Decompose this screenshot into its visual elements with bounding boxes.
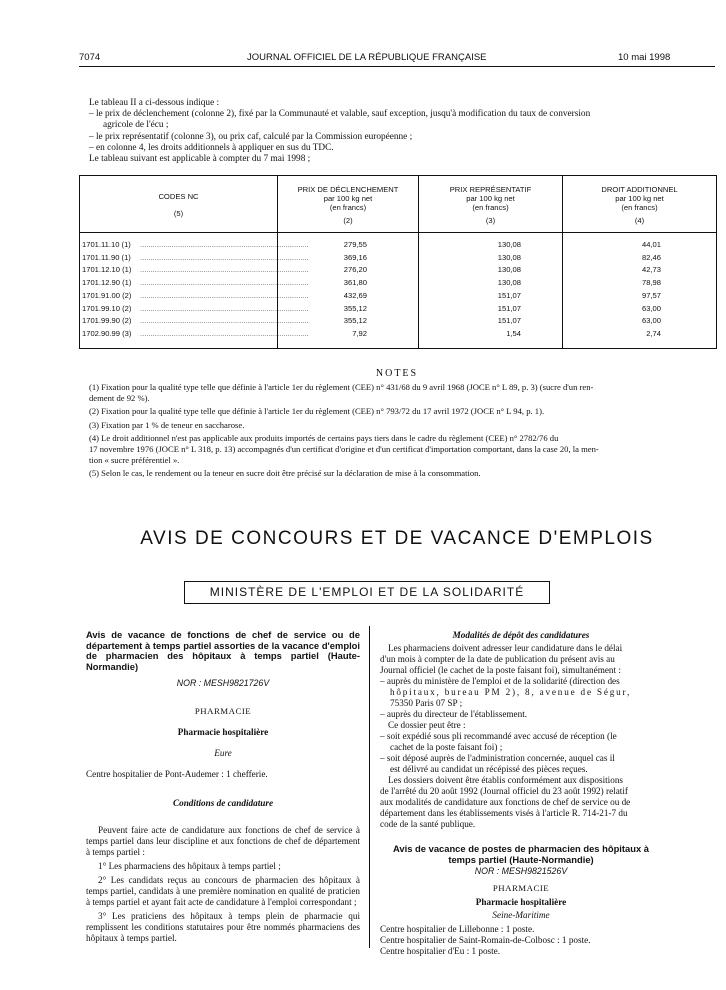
leader-dots: ................................................................................ xyxy=(140,240,309,249)
paragraph: Peuvent faire acte de candidature aux fonctions de chef de service à temps partiel dans leur discipline et aux fonctions de chef de département à temps partiel : xyxy=(86,825,360,858)
note-line: 17 novembre 1976 (JOCE n° L 318, p. 13) accompagnés d'un certificat d'origine et d'un certificat d'importation comportant, dans la case 20, la men- xyxy=(89,443,599,454)
modalites-line: hôpitaux, bureau PM 2), 8, avenue de Ségur, xyxy=(390,687,632,697)
cell-add-duty: 97,57 xyxy=(641,290,661,300)
conditions-title: Conditions de candidature xyxy=(172,798,274,809)
note-line: (5) Selon le cas, le rendement ou la teneur en sucre doit être précisé sur la déclaration de mise à la consommation. xyxy=(89,468,481,479)
cell-rep-price: 151,07 xyxy=(497,290,521,300)
modalites-line: Les pharmaciens doivent adresser leur candidature dans le délai xyxy=(388,643,623,653)
price-table xyxy=(79,175,717,349)
leader-dots: ................................................................................ xyxy=(140,278,309,288)
cell-code: 1701.11.90 (1) xyxy=(82,252,131,262)
column-divider xyxy=(369,626,370,948)
pharmacie-heading-2: PHARMACIE xyxy=(492,883,550,894)
table-row xyxy=(80,329,716,339)
leader-dots: ................................................................................ xyxy=(140,316,309,326)
modalites-line: code de la santé publique. xyxy=(380,819,476,829)
cell-rep-price: 151,07 xyxy=(497,316,521,326)
pharmacie-hosp-heading: Pharmacie hospitalière xyxy=(177,727,269,738)
cell-rep-price: 1,54 xyxy=(506,328,521,338)
intro-line: agricole de l'écu ; xyxy=(103,120,169,131)
note-line: (3) Fixation par 1 % de teneur en saccharose. xyxy=(89,419,245,430)
modalites-line: – soit expédié sous pli recommandé avec accusé de réception (le xyxy=(380,731,617,741)
leader-dots: ................................................................................ xyxy=(140,328,309,338)
table-row xyxy=(80,240,716,250)
notes-list xyxy=(89,382,715,479)
modalites-line: Ce dossier peut être : xyxy=(388,720,466,730)
pharmacie-heading: PHARMACIE xyxy=(194,706,252,717)
modalites-line: département dans les établissements visés à l'article R. 714-21-7 du xyxy=(380,808,628,818)
cell-trigger-price: 369,16 xyxy=(343,252,367,262)
note-line: (4) Le droit additionnel n'est pas applicable aux produits importés de certains pays tiers dans le cadre du règlement (CEE) n° 2782/76 du xyxy=(89,433,559,444)
leader-dots: ................................................................................ xyxy=(140,265,309,275)
table-row xyxy=(80,291,716,301)
paragraph: 1° Les pharmaciens des hôpitaux à temps partiel ; xyxy=(98,861,281,872)
modalites-line: d'un mois à compter de la date de publication du présent avis au xyxy=(380,654,615,664)
col-header-rep-price: PRIX REPRÉSENTATIF par 100 kg net (en francs) (3) xyxy=(449,185,532,225)
modalites-line: Journal officiel (le cachet de la poste faisant foi), simultanément : xyxy=(380,665,621,675)
notes-title: NOTES xyxy=(375,368,419,379)
header-rule xyxy=(79,66,715,67)
leader-dots: ................................................................................ xyxy=(140,290,309,300)
vacancy-title-2: Avis de vacance de postes de pharmacien des hôpitaux à temps partiel (Haute-Normandie) xyxy=(393,843,649,865)
cell-trigger-price: 355,12 xyxy=(343,303,367,313)
intro-line: Le tableau II a ci-dessous indique : xyxy=(89,98,220,108)
nor-reference: NOR : MESH9821726V xyxy=(176,678,270,689)
cell-code: 1701.11.10 (1) xyxy=(82,240,131,249)
cell-trigger-price: 355,12 xyxy=(343,316,367,326)
table-row xyxy=(80,265,716,275)
modalites-line: est délivré au candidat un récépissé des pièces reçues. xyxy=(390,764,588,774)
intro-line: – le prix représentatif (colonne 3), ou prix caf, calculé par la Commission européenne ; xyxy=(89,131,413,142)
cell-add-duty: 78,98 xyxy=(641,278,661,288)
table-row xyxy=(80,316,716,326)
cell-trigger-price: 432,69 xyxy=(343,290,367,300)
modalites-line: de l'arrêté du 20 août 1992 (Journal officiel du 23 août 1992) relatif xyxy=(380,786,628,796)
modalites-line: – auprès du directeur de l'établissement. xyxy=(380,709,528,719)
cell-rep-price: 130,08 xyxy=(497,278,521,288)
journal-title: JOURNAL OFFICIEL DE LA RÉPUBLIQUE FRANÇAISE xyxy=(247,52,487,63)
cell-add-duty: 63,00 xyxy=(641,303,661,313)
cell-add-duty: 82,46 xyxy=(641,252,661,262)
col-header-trigger-price: PRIX DE DÉCLENCHEMENT par 100 kg net (en francs) (2) xyxy=(297,185,399,225)
department-label-2: Seine-Maritime xyxy=(492,910,550,921)
modalites-line: – soit déposé auprès de l'administration concernée, auquel cas il xyxy=(380,753,615,763)
issue-date: 10 mai 1998 xyxy=(618,52,671,63)
pharmacie-hosp-heading-2: Pharmacie hospitalière xyxy=(475,897,567,908)
note-line: dement de 92 %). xyxy=(89,392,150,403)
col-header-add-duty: DROIT ADDITIONNEL par 100 kg net (en francs) (4) xyxy=(601,185,678,225)
cell-code: 1702.90.99 (3) xyxy=(82,328,132,338)
cell-code: 1701.99.10 (2) xyxy=(82,303,132,313)
modalites-line: Les dossiers doivent être établis conformément aux dispositions xyxy=(388,775,623,785)
cell-rep-price: 151,07 xyxy=(497,303,521,313)
table-row xyxy=(80,278,716,288)
modalites-title: Modalités de dépôt des candidatures xyxy=(452,630,590,640)
department-label: Eure xyxy=(214,748,232,759)
cell-add-duty: 2,74 xyxy=(646,328,661,338)
intro-line: – en colonne 4, les droits additionnels à appliquer en sus du TDC. xyxy=(89,142,334,153)
poste-line: Centre hospitalier de Lillebonne : 1 poste. xyxy=(380,924,535,935)
col-header-codes: CODES NC (5) xyxy=(158,192,199,218)
cell-add-duty: 42,73 xyxy=(641,265,661,275)
cell-code: 1701.12.10 (1) xyxy=(82,265,132,275)
cell-trigger-price: 276,20 xyxy=(343,265,367,275)
intro-text xyxy=(89,98,715,165)
vacancy-title: Avis de vacance de fonctions de chef de service ou de département à temps partiel assorties de la vacance d'emploi de pharmacien des hôpitaux à temps partiel (Haute-Normandie) xyxy=(86,629,360,672)
cell-trigger-price: 361,80 xyxy=(343,278,367,288)
intro-line: – le prix de déclenchement (colonne 2), fixé par la Communauté et valable, sauf exception, jusqu'à modification du taux de conversion xyxy=(89,109,591,120)
cell-add-duty: 63,00 xyxy=(641,316,661,326)
left-column xyxy=(86,630,360,944)
table-row xyxy=(80,304,716,314)
poste-line: Centre hospitalier de Saint-Romain-de-Colbosc : 1 poste. xyxy=(380,935,591,946)
right-column xyxy=(380,630,662,957)
modalites-line: 75350 Paris 07 SP ; xyxy=(390,698,463,708)
note-line: (2) Fixation pour la qualité type telle que définie à l'article 1er du règlement (CEE) n° 793/72 du 17 avril 1972 (JOCE n° L 94, p. 1). xyxy=(89,406,545,417)
table-row xyxy=(80,253,716,263)
cell-rep-price: 130,08 xyxy=(497,240,521,249)
cell-trigger-price: 7,92 xyxy=(352,328,367,338)
note-line: tion « sucre préférentiel ». xyxy=(89,454,180,465)
nor-reference-2: NOR : MESH9821526V xyxy=(474,866,568,877)
leader-dots: ................................................................................ xyxy=(140,303,309,313)
modalites-line: aux modalités de candidature aux fonctions de chef de service ou de xyxy=(380,797,631,807)
paragraph: 2° Les candidats reçus au concours de pharmacien des hôpitaux à temps partiel, candidats à une première nomination en qualité de praticien à temps partiel et ayant fait acte de candidature à l'emploi correspondant ; xyxy=(86,875,360,908)
modalites-line: cachet de la poste faisant foi) ; xyxy=(390,742,503,752)
cell-rep-price: 130,08 xyxy=(497,265,521,275)
poste-line: Centre hospitalier d'Eu : 1 poste. xyxy=(380,946,501,957)
note-line: (1) Fixation pour la qualité type telle que définie à l'article 1er du règlement (CEE) n° 431/68 du 9 avril 1968 (JOCE n° L 89, p. 3) (sucre d'un ren- xyxy=(89,382,594,392)
ministry-box: MINISTÈRE DE L'EMPLOI ET DE LA SOLIDARITÉ xyxy=(184,581,550,604)
page-number: 7074 xyxy=(79,52,101,63)
cell-code: 1701.99.90 (2) xyxy=(82,316,132,326)
leader-dots: ................................................................................ xyxy=(140,252,309,262)
section-title: AVIS DE CONCOURS ET DE VACANCE D'EMPLOIS xyxy=(140,528,654,549)
centre-line: Centre hospitalier de Pont-Audemer : 1 chefferie. xyxy=(86,769,268,780)
cell-code: 1701.91.00 (2) xyxy=(82,290,132,300)
cell-trigger-price: 279,55 xyxy=(343,240,367,249)
intro-line: Le tableau suivant est applicable à compter du 7 mai 1998 ; xyxy=(89,154,311,165)
paragraph: 3° Les praticiens des hôpitaux à temps plein de pharmacie qui remplissent les conditions statutaires pour être nommés pharmaciens des hôpitaux à temps partiel. xyxy=(86,911,360,944)
cell-rep-price: 130,08 xyxy=(497,252,521,262)
modalites-line: – auprès du ministère de l'emploi et de la solidarité (direction des xyxy=(380,676,620,686)
cell-code: 1701.12.90 (1) xyxy=(82,278,132,288)
cell-add-duty: 44,01 xyxy=(641,240,661,249)
